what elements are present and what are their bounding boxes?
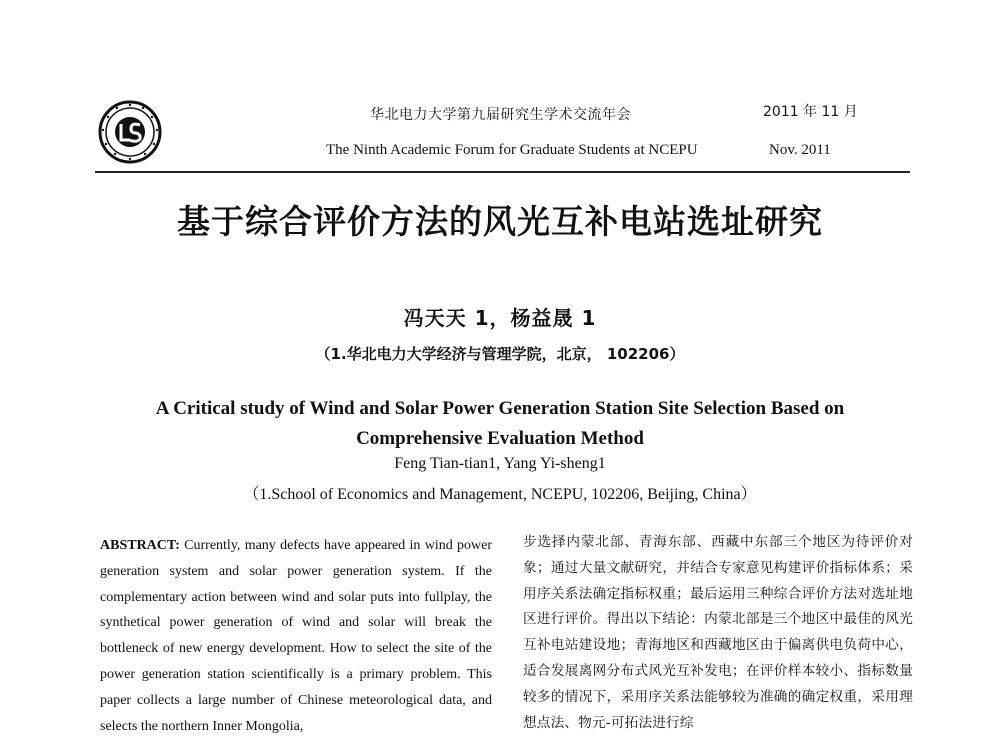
abstract-en-text: Currently, many defects have appeared in wind power generation system and solar power generation system. If the complementary action between wind and solar puts into fullplay, the synthetical power generation of wind and solar will break the bottleneck of new energy development. How to select the site of the power generation station scientifically is a primary problem. This paper collects a large number of Chinese meteorological data, and selects the northern Inner Mongolia, [100,538,492,734]
paper-title-en [120,394,880,454]
university-seal-icon [98,100,162,164]
affiliation-cn: （1.华北电力大学经济与管理学院，北京， 102206） [315,345,685,363]
university-logo [98,100,162,164]
abstract-label: ABSTRACT: [100,538,180,553]
authors-en: Feng Tian-tian1, Yang Yi-sheng1 [394,455,606,472]
date-en: Nov. 2011 [769,142,831,158]
paper-title-en-line1: A Critical study of Wind and Solar Power Generation Station Site Selection Based on [155,398,845,419]
paper-title-cn: 基于综合评价方法的风光互补电站选址研究 [177,202,823,241]
journal-title-en: The Ninth Academic Forum for Graduate Students at NCEPU [326,142,698,158]
affiliation-en: （1.School of Economics and Management, NCEPU, 102206, Beijing, China） [243,486,757,503]
header-rule [95,171,910,173]
journal-title-cn: 华北电力大学第九届研究生学术交流年会 [370,107,631,123]
abstract-en [100,533,492,739]
date-cn: 2011 年 11 月 [763,104,858,120]
authors-cn: 冯天天 1，杨益晟 1 [403,306,597,330]
paper-title-en-line2: Comprehensive Evaluation Method [356,428,644,449]
abstract-cn: 步选择内蒙北部、青海东部、西藏中东部三个地区为待评价对象；通过大量文献研究，并结合专家意见构建评价指标体系；采用序关系法确定指标权重；最后运用三种综合评价方法对选址地区进行评价。得出以下结论：内蒙北部是三个地区中最佳的风光互补电站建设地；青海地区和西藏地区由于偏离供电负荷中心，适合发展离网分布式风光互补发电；在评价样本较小、指标数量较多的情况下，采用序关系法能够较为准确的确定权重，采用理想点法、物元-可拓法进行综 [523,534,913,731]
